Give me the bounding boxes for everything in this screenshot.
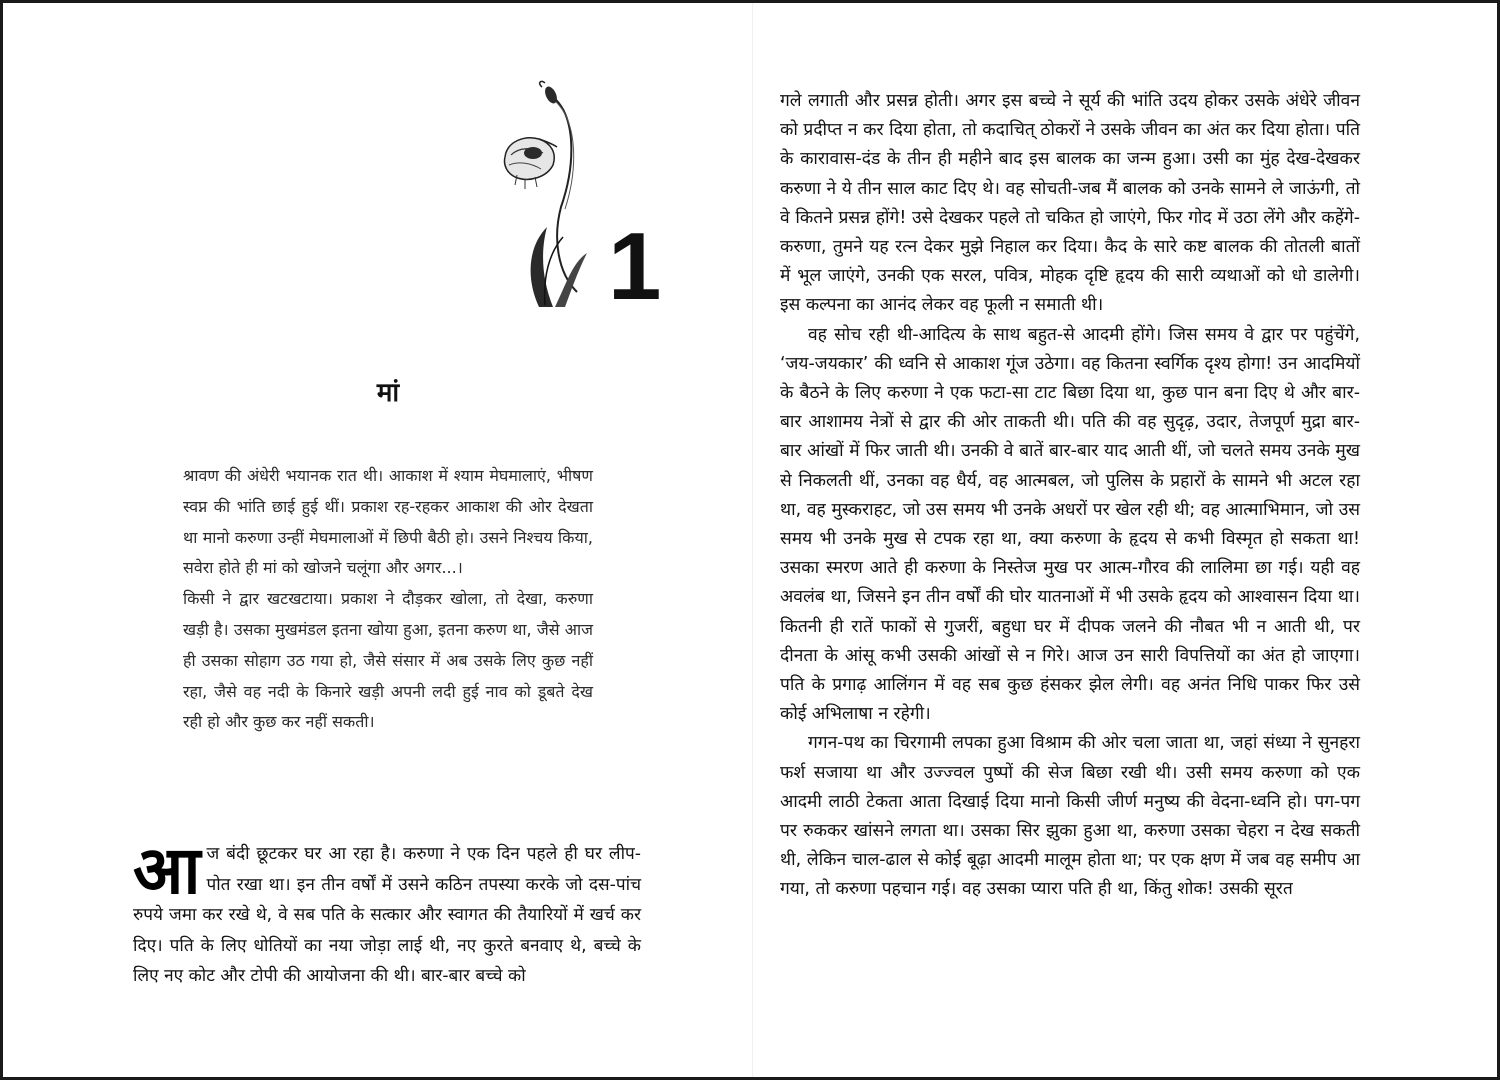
body-paragraph: गगन-पथ का चिरगामी लपका हुआ विश्राम की ओर चला जाता था, जहां संध्या ने सुनहरा फर्श सजाया था और उज्ज्वल पुष्पों की सेज बिछा रखी थी। उसी समय करुणा को एक आदमी लाठी टेकता आता दिखाई दिया मानो किसी जीर्ण मनुष्य की वेदना-ध्वनि हो। पग-पग पर रुककर खांसने लगता था। उसका सिर झुका हुआ था, करुणा उसका चेहरा न देख सकती थी, लेकिन चाल-ढाल से कोई बूढ़ा आदमी मालूम होता था; पर एक क्षण में जब वह समीप आ गया, तो करुणा पहचान गई। वह उसका प्यारा पति ही था, किंतु शोक! उसकी सूरत bbox=[780, 733, 1360, 900]
summary-paragraph: श्रावण की अंधेरी भयानक रात थी। आकाश में श्याम मेघमालाएं, भीषण स्वप्न की भांति छाई हुई थीं। प्रकाश रह-रहकर आकाश की ओर देखता था मानो करुणा उन्हीं मेघमालाओं में छिपी बैठी हो। उसने निश्चय किया, सवेरा होते ही मां को खोजने चलूंगा और अगर...। bbox=[183, 466, 593, 578]
opening-paragraph bbox=[133, 832, 641, 992]
summary-paragraph: किसी ने द्वार खटखटाया। प्रकाश ने दौड़कर खोला, तो देखा, करुणा खड़ी है। उसका मुखमंडल इतना खोया हुआ, इतना करुण था, जैसे आज ही उसका सोहाग उठ गया हो, जैसे संसार में अब उसके लिए कुछ नहीं रहा, जैसे वह नदी के किनारे खड़ी अपनी लदी हुई नाव को डूबते देख रही हो और कुछ कर नहीं सकती। bbox=[183, 589, 593, 732]
opening-text: ज बंदी छूटकर घर आ रहा है। करुणा ने एक दिन पहले ही घर लीप-पोत रखा था। इन तीन वर्षों में उसने कठिन तपस्या करके जो दस-पांच रुपये जमा कर रखे थे, वे सब पति के सत्कार और स्वागत की तैयारियों में खर्च कर दिए। पति के लिए धोतियों का नया जोड़ा लाई थी, नए कुरते बनवाए थे, बच्चे के लिए नए कोट और टोपी की आयोजना की थी। बार-बार बच्चे को bbox=[133, 844, 641, 987]
poppy-flower-ornament-icon bbox=[495, 77, 595, 307]
drop-cap: आ bbox=[133, 832, 201, 909]
body-paragraph: गले लगाती और प्रसन्न होती। अगर इस बच्चे ने सूर्य की भांति उदय होकर उसके अंधेरे जीवन को प्रदीप्त न कर दिया होता, तो कदाचित् ठोकरों ने उसके जीवन का अंत कर दिया होता। पति के कारावास-दंड के तीन ही महीने बाद इस बालक का जन्म हुआ। उसी का मुंह देख-देखकर करुणा ने ये तीन साल काट दिए थे। वह सोचती-जब मैं बालक को उनके सामने ले जाऊंगी, तो वे कितने प्रसन्न होंगे! उसे देखकर पहले तो चकित हो जाएंगे, फिर गोद में उठा लेंगे और कहेंगे-करुणा, तुमने यह रत्न देकर मुझे निहाल कर दिया। कैद के सारे कष्ट बालक की तोतली बातों में भूल जाएंगे, उनकी एक सरल, पवित्र, मोहक दृष्टि हृदय की सारी व्यथाओं को धो डालेगी। इस कल्पना का आनंद लेकर वह फूली न समाती थी। bbox=[780, 91, 1360, 316]
body-paragraph: वह सोच रही थी-आदित्य के साथ बहुत-से आदमी होंगे। जिस समय वे द्वार पर पहुंचेंगे, ‘जय-जयकार’ की ध्वनि से आकाश गूंज उठेगा। वह कितना स्वर्गिक दृश्य होगा! उन आदमियों के बैठने के लिए करुणा ने एक फटा-सा टाट बिछा दिया था, कुछ पान बना दिए थे और बार-बार आशामय नेत्रों से द्वार की ओर ताकती थी। पति की वह सुदृढ़, उदार, तेजपूर्ण मुद्रा बार-बार आंखों में फिर जाती थी। उनकी वे बातें बार-बार याद आती थीं, जो चलते समय उनके मुख से निकलती थीं, उनका वह धैर्य, वह आत्मबल, जो पुलिस के प्रहारों के सामने भी अटल रहा था, वह मुस्कराहट, जो उस समय भी उनके अधरों पर खेल रही थी; वह आत्माभिमान, जो उस समय भी उनके मुख से टपक रहा था, क्या करुणा के हृदय से कभी विस्मृत हो सकता था! उसका स्मरण आते ही करुणा के निस्तेज मुख पर आत्म-गौरव की लालिमा छा गई। यही वह अवलंब था, जिसने इन तीन वर्षों की घोर यातनाओं में भी उसके हृदय को आश्वासन दिया था। कितनी ही रातें फाकों से गुजरीं, बहुधा घर में दीपक जलने की नौबत भी न आती थी, पर दीनता के आंसू कभी उसकी आंखों से न गिरे। आज उन सारी विपत्तियों का अंत हो जाएगा। पति के प्रगाढ़ आलिंगन में वह सब कुछ हंसकर झेल लेगी। वह अनंत निधि पाकर फिर उसे कोई अभिलाषा न रहेगी। bbox=[780, 324, 1360, 725]
chapter-title: मां bbox=[376, 378, 400, 408]
left-page bbox=[3, 3, 753, 1077]
chapter-number: 1 bbox=[608, 213, 662, 320]
right-page bbox=[780, 87, 1360, 905]
chapter-summary bbox=[183, 461, 593, 738]
